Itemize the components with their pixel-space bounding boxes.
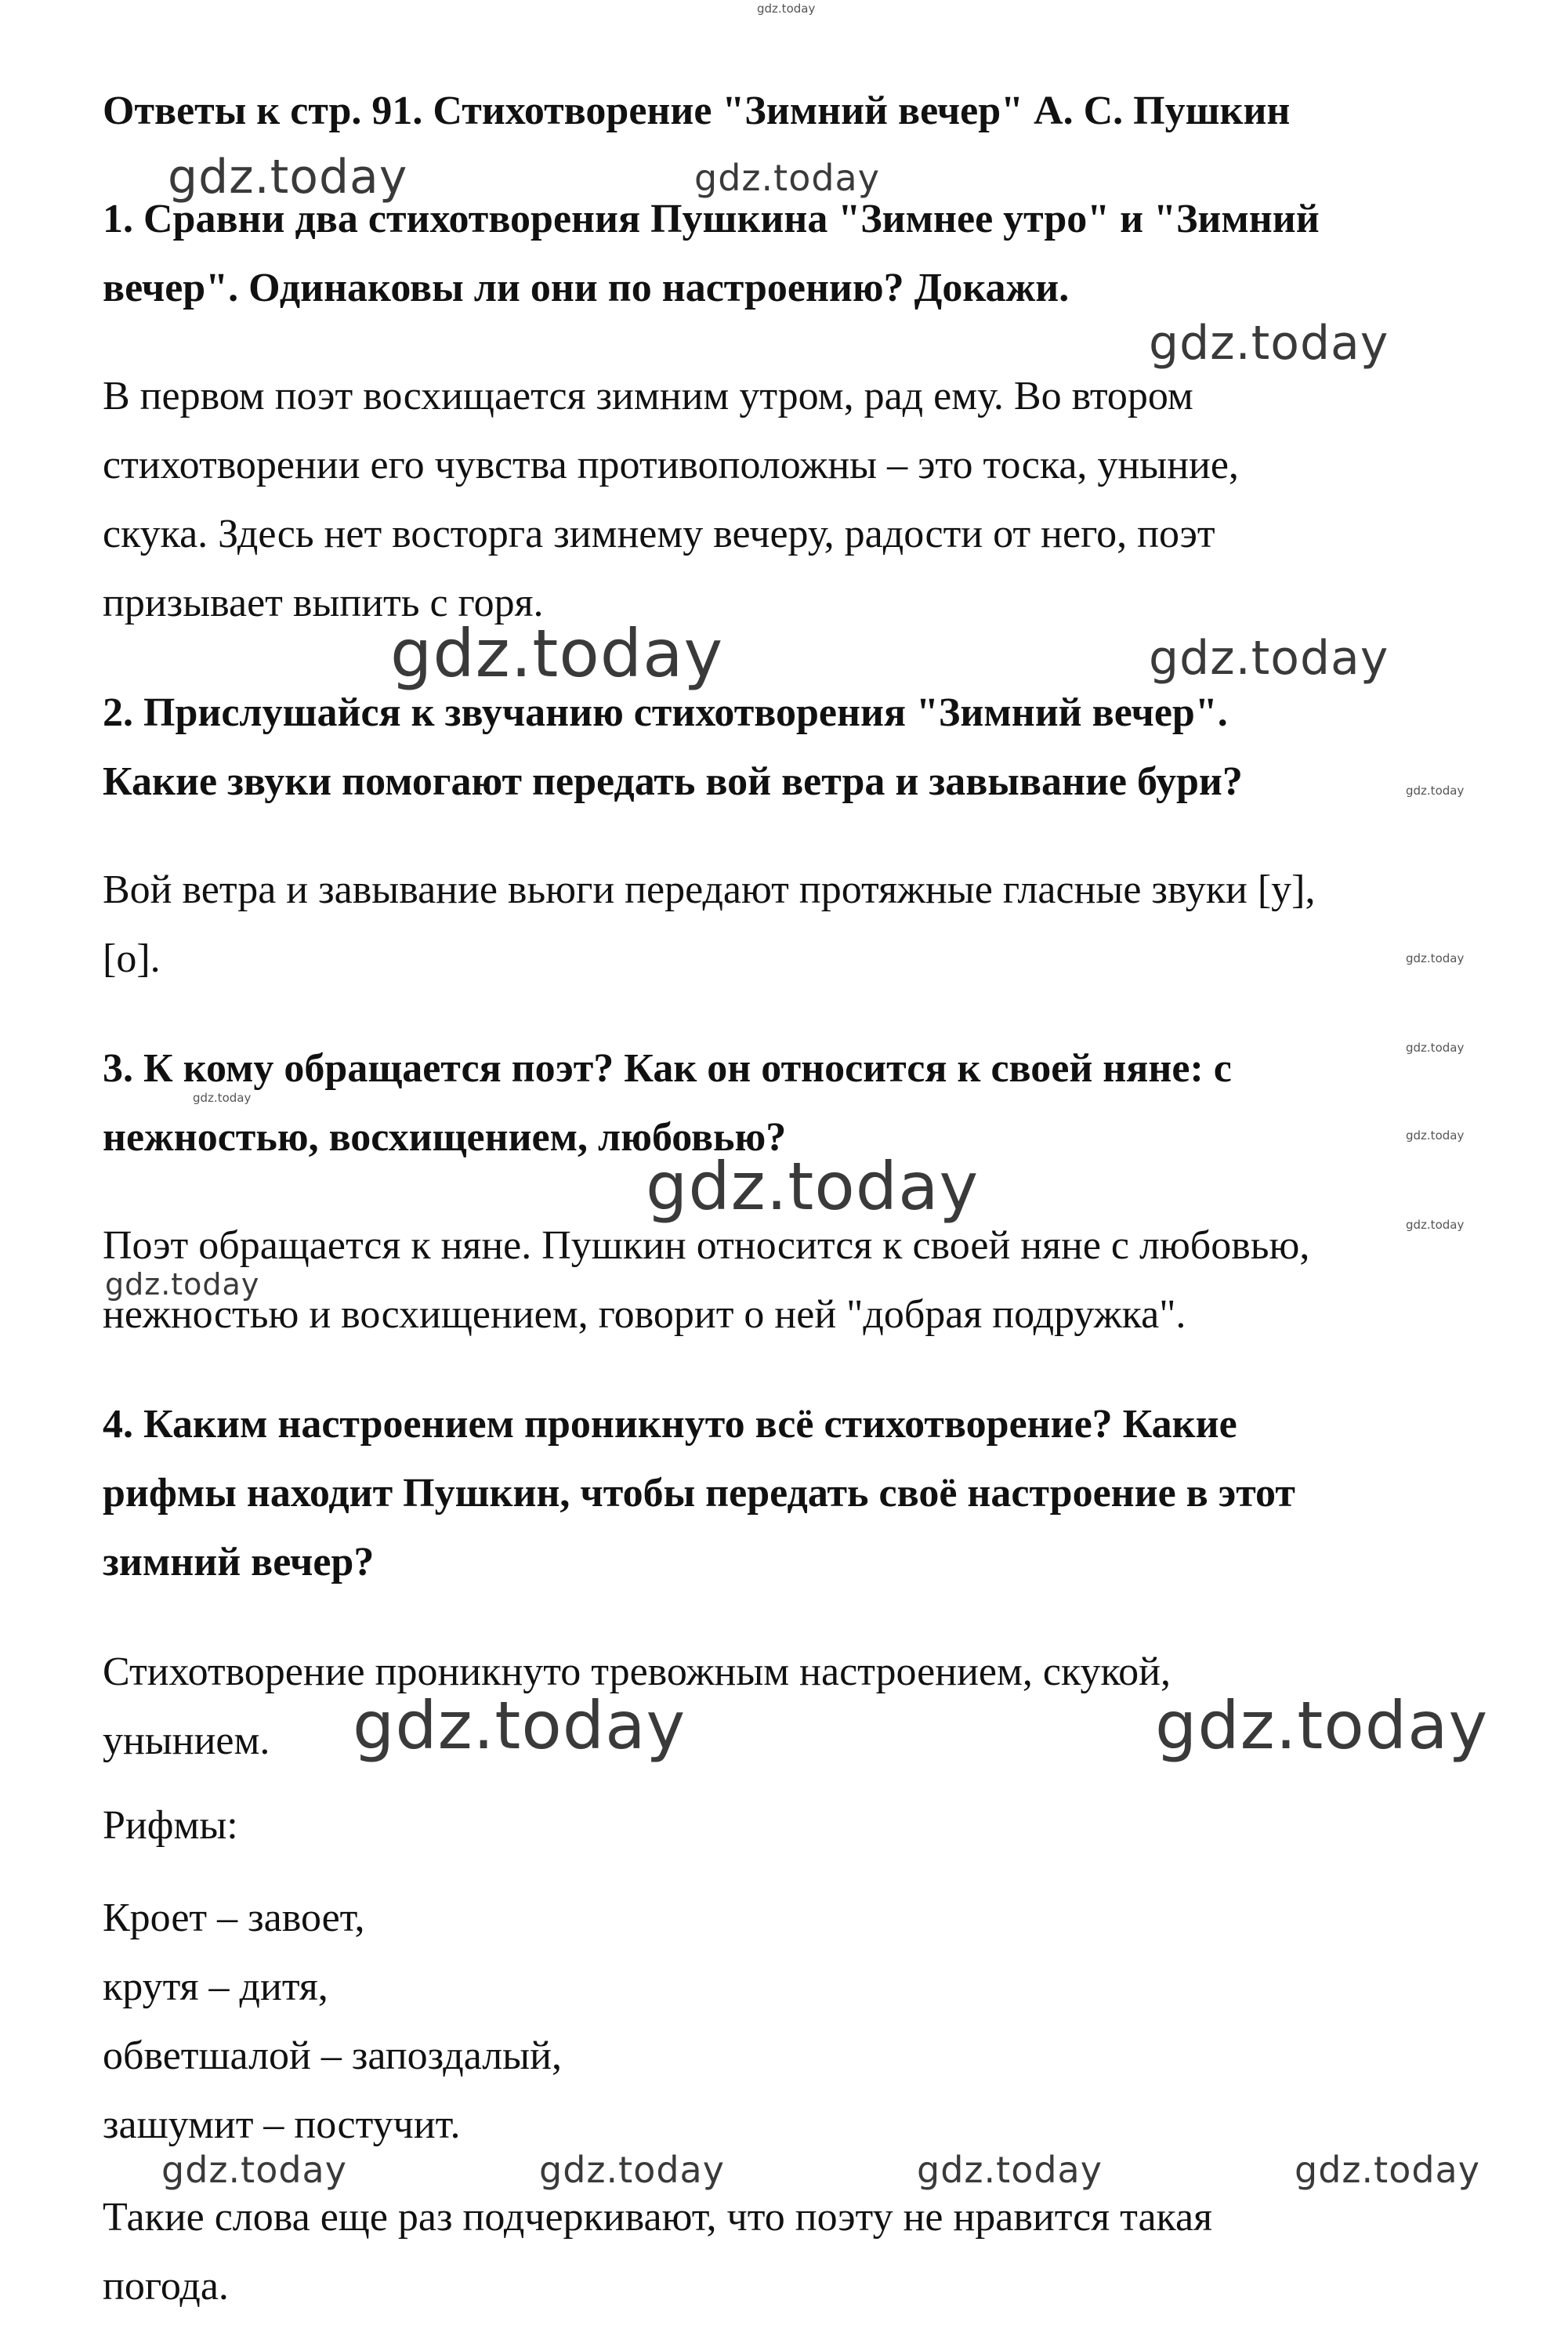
answer-1-line: скука. Здесь нет восторга зимнему вечеру, радости от него, поэт (103, 512, 1215, 556)
rhymes-label (103, 1791, 1482, 1860)
answer-3-line: нежностью и восхищением, говорит о ней "добрая подружка". (103, 1292, 1186, 1337)
answer-4-line: Стихотворение проникнуто тревожным настроением, скукой, (103, 1650, 1171, 1694)
question-2-line: 2. Прислушайся к звучанию стихотворения "Зимний вечер". (103, 690, 1228, 735)
watermark: gdz.today (1406, 1128, 1465, 1143)
question-4-line: рифмы находит Пушкин, чтобы передать своё настроение в этот (103, 1471, 1295, 1516)
question-2 (103, 679, 1482, 817)
conclusion-line: Такие слова еще раз подчеркивают, что поэту не нравится такая (103, 2195, 1213, 2240)
watermark: gdz.today (1155, 1687, 1489, 1764)
watermark: gdz.today (390, 615, 724, 692)
question-3-line: нежностью, восхищением, любовью? (103, 1115, 787, 1160)
question-4-line: зимний вечер? (103, 1540, 375, 1584)
answer-4-line: унынием. (103, 1718, 270, 1763)
watermark: gdz.today (1149, 631, 1389, 686)
watermark: gdz.today (694, 157, 880, 199)
watermark: gdz.today (1406, 784, 1465, 798)
watermark: gdz.today (539, 2149, 725, 2191)
question-4-line: 4. Каким настроением проникнуто всё стихотворение? Какие (103, 1402, 1237, 1447)
rhymes-list (103, 1884, 1482, 2160)
watermark: gdz.today (1149, 316, 1389, 371)
watermark: gdz.today (353, 1687, 686, 1764)
watermark: gdz.today (1406, 1218, 1465, 1232)
answer-1-line: В первом поэт восхищается зимним утром, рад ему. Во втором (103, 374, 1193, 418)
watermark: gdz.today (917, 2149, 1103, 2191)
question-1-line: 1. Сравни два стихотворения Пушкина "Зимнее утро" и "Зимний (103, 197, 1320, 241)
answer-3-line: Поэт обращается к няне. Пушкин относится к своей няне с любовью, (103, 1223, 1310, 1268)
answer-2 (103, 856, 1482, 994)
answer-1-line: призывает выпить с горя. (103, 581, 544, 625)
conclusion (103, 2183, 1482, 2321)
answer-2-line: [о]. (103, 936, 161, 981)
rhyme-item: Кроет – завоет, (103, 1896, 365, 1940)
watermark: gdz.today (168, 150, 408, 205)
rhyme-item: обветшалой – запоздалый, (103, 2033, 562, 2078)
watermark: gdz.today (105, 1267, 260, 1302)
answer-3 (103, 1211, 1482, 1349)
rhymes-label-text: Рифмы: (103, 1803, 238, 1848)
watermark: gdz.today (1406, 951, 1465, 965)
conclusion-line: погода. (103, 2264, 229, 2309)
question-2-line: Какие звуки помогают передать вой ветра и завывание бури? (103, 759, 1243, 804)
watermark: gdz.today (1406, 1041, 1465, 1055)
watermark: gdz.today (1295, 2149, 1480, 2191)
answer-2-line: Вой ветра и завывание вьюги передают протяжные гласные звуки [у], (103, 867, 1316, 912)
watermark: gdz.today (161, 2149, 347, 2191)
rhyme-item: крутя – дитя, (103, 1965, 328, 2009)
question-3-line: 3. К кому обращается поэт? Как он относится к своей няне: с (103, 1046, 1232, 1091)
watermark: gdz.today (646, 1148, 980, 1225)
question-1 (103, 185, 1482, 323)
answer-1-line: стихотворении его чувства противоположны – это тоска, уныние, (103, 443, 1239, 487)
question-1-line: вечер". Одинаковы ли они по настроению? Докажи. (103, 266, 1070, 310)
rhyme-item: зашумит – постучит. (103, 2102, 461, 2147)
watermark: gdz.today (193, 1091, 252, 1105)
question-4 (103, 1390, 1482, 1597)
answer-1 (103, 362, 1482, 638)
page-title: Ответы к стр. 91. Стихотворение "Зимний вечер" А. С. Пушкин (103, 89, 1291, 133)
header-watermark: gdz.today (757, 2, 816, 16)
